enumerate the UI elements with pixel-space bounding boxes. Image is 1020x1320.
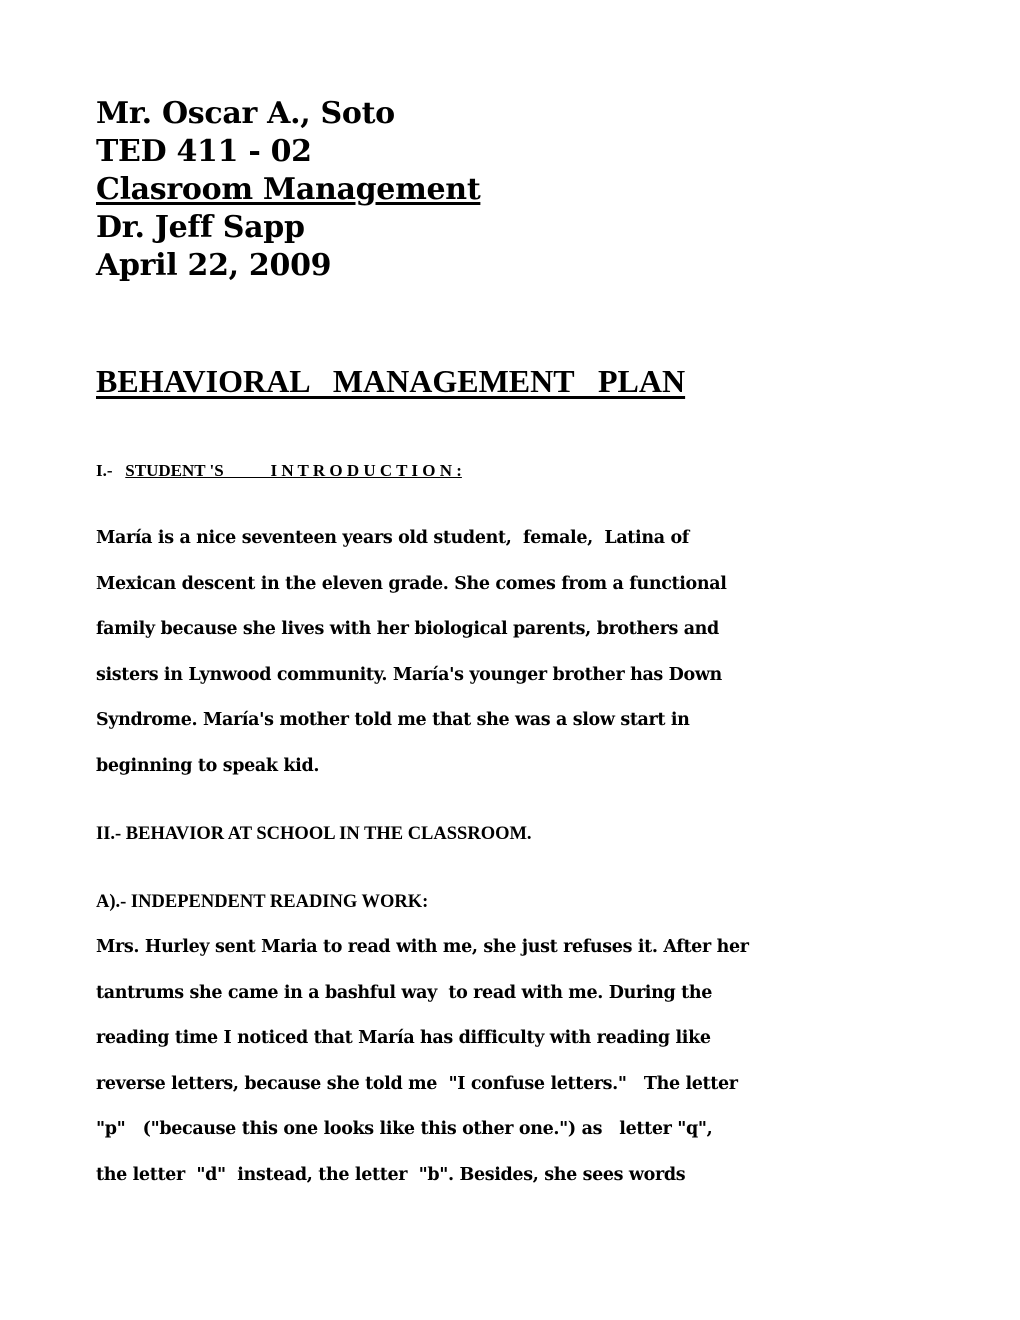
document-header [96, 95, 480, 285]
paragraph-line: beginning to speak kid. [96, 755, 320, 776]
paragraph-line: reverse letters, because she told me "I confuse letters." The letter [96, 1073, 738, 1094]
paragraph-line: the letter "d" instead, the letter "b". Besides, she sees words [96, 1164, 686, 1185]
paragraph-line: family because she lives with her biological parents, brothers and [96, 619, 719, 639]
author-name: Mr. Oscar A., Soto [96, 96, 395, 131]
paragraph-line: tantrums she came in a bashful way to read with me. During the [96, 982, 712, 1003]
paragraph-line: "p" ("because this one looks like this other one.") as letter "q", [96, 1119, 713, 1139]
paragraph-line: Mexican descent in the eleven grade. She comes from a functional [96, 573, 727, 594]
section-i-heading [96, 460, 462, 482]
section-i-label: STUDENT 'S I N T R O D U C T I O N : [125, 461, 462, 480]
reading-paragraph [96, 934, 749, 1207]
paragraph-line: sisters in Lynwood community. María's younger brother has Down [96, 664, 722, 685]
course-code: TED 411 - 02 [96, 134, 312, 169]
paragraph-line: Mrs. Hurley sent Maria to read with me, she just refuses it. After her [96, 937, 749, 957]
intro-paragraph [96, 525, 727, 798]
paragraph-line: María is a nice seventeen years old student, female, Latina of [96, 528, 689, 548]
document-date: April 22, 2009 [96, 248, 332, 283]
document-title: BEHAVIORAL MANAGEMENT PLAN [96, 363, 686, 399]
section-a-heading: A).- INDEPENDENT READING WORK: [96, 892, 429, 912]
paragraph-line: Syndrome. María's mother told me that she was a slow start in [96, 710, 690, 730]
course-subject: Clasroom Management [96, 172, 481, 207]
section-ii-heading: II.- BEHAVIOR AT SCHOOL IN THE CLASSROOM. [96, 824, 532, 844]
instructor-name: Dr. Jeff Sapp [96, 210, 305, 245]
paragraph-line: reading time I noticed that María has difficulty with reading like [96, 1028, 711, 1048]
section-i-number: I.- [96, 461, 113, 480]
